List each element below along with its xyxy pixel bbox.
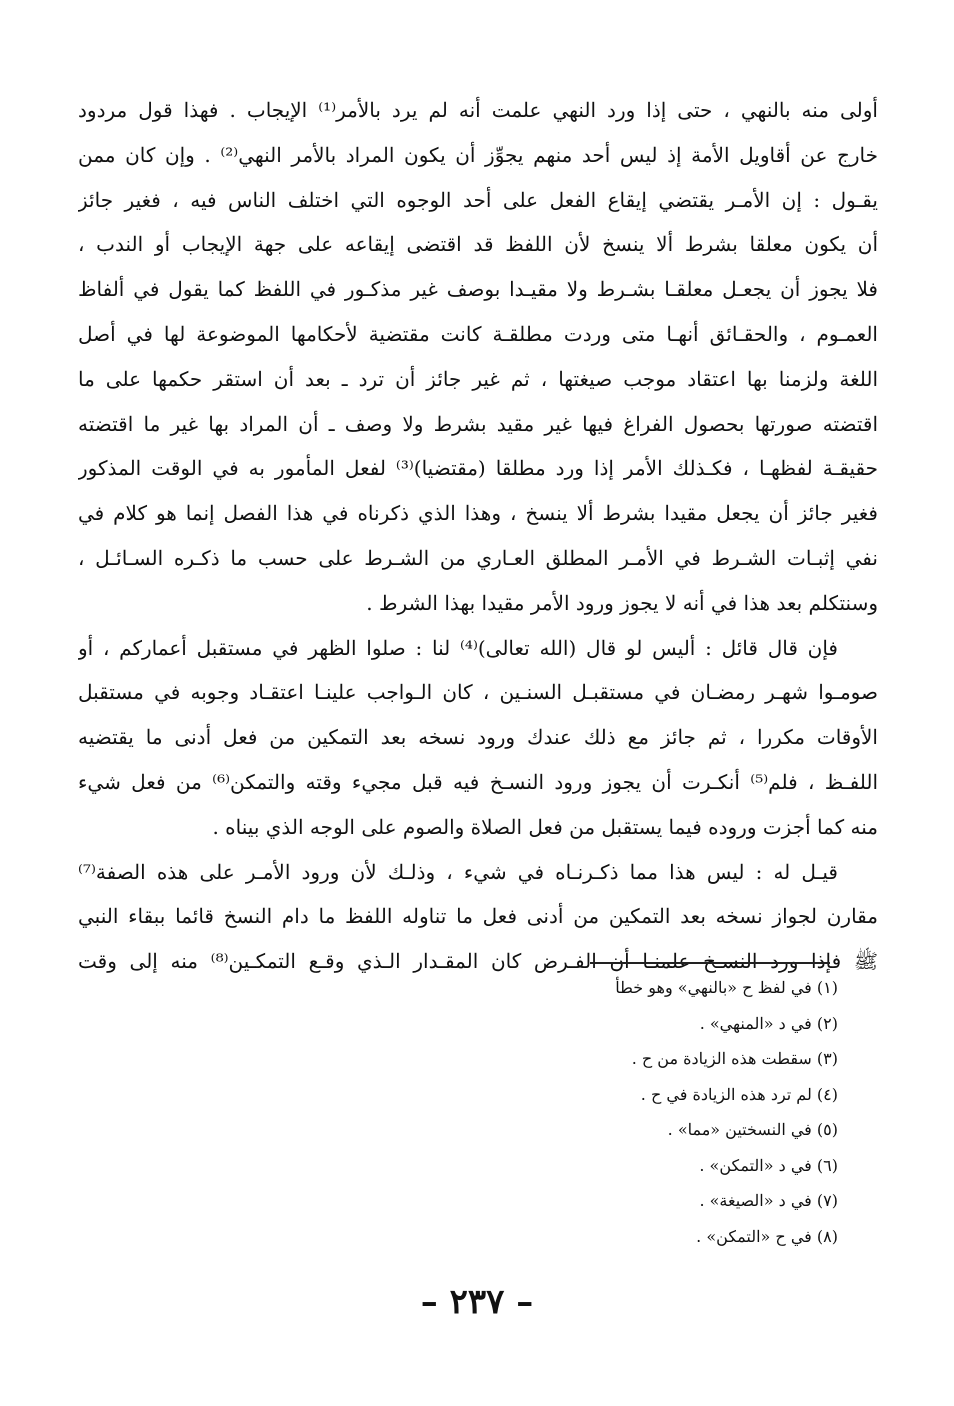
text-line: فإن قال قائل : أليس لو قال (الله تعالى)⁽⁴⁾ لنا : صلوا الظهر في مستقبل أعماركم ، أو bbox=[78, 635, 838, 660]
main-text bbox=[78, 88, 878, 984]
text-line: فلا يجوز أن يجعـل معلقـا بشـرط ولا مقيـدا بوصف غير مذكـور في اللفظ كما يقول في ألفاظ bbox=[78, 277, 878, 302]
footnote: (٦) في د «التمكن» . bbox=[699, 1155, 838, 1175]
footnote: (٤) لم ترد هذه الزيادة في ح . bbox=[640, 1084, 838, 1104]
footnote: (١) في لفظ ح «بالنهي» وهو خطأ bbox=[615, 978, 838, 997]
text-line: فغير جائز أن يجعل مقيدا بشرط ألا ينسخ ، وهذا الذي ذكرناه في هذا الفصل إنما هو كلام في bbox=[78, 501, 878, 526]
text-line: مقارن لجواز نسخه بعد التمكين من أدنى فعل ما تناوله اللفظ ما دام النسخ قائما ببقاء النبي bbox=[78, 904, 878, 929]
footnote: (٢) في د «المنهي» . bbox=[699, 1013, 838, 1033]
text-line: نفي إثبـات الشـرط في الأمـر المطلق العـاري من الشـرط على حسب ما ذكـره السـائـل ، bbox=[78, 545, 878, 570]
footnote: (٧) في د «الصيغة» . bbox=[699, 1191, 838, 1210]
text-line: يقـول : إن الأمـر يقتضي إيقاع الفعل على أحد الوجوه التي اختلف الناس فيه ، فغير جائز bbox=[78, 187, 878, 212]
footnote: (٨) في ح «التمكن» . bbox=[696, 1226, 838, 1246]
text-line: حقيقـة لفظهـا ، فكـذلك الأمر إذا ورد مطلقا (مقتضيا)⁽³⁾ لفعل المأمور به في الوقت المذكور bbox=[78, 456, 878, 481]
text-line: اقتضته صورتها بحصول الفراغ فيها غير مقيد بشرط ولا وصف ـ أن المراد بها غير ما اقتضته bbox=[78, 411, 878, 436]
footnote: (٣) سقطت هذه الزيادة من ح . bbox=[631, 1049, 838, 1068]
text-line: الأوقات مكررا ، ثم جائز مع ذلك عندك ورود نسخه بعد التمكين من فعل أدنى ما يقتضيه bbox=[78, 725, 878, 750]
footnote: (٥) في النسختين «مما» . bbox=[667, 1120, 838, 1139]
text-line: العمـوم ، والحقـائق أنهـا متى وردت مطلقـة كانت مقتضية لأحكامها الموضوعة لها في أصل bbox=[78, 321, 878, 346]
text-line: ﷺ فإذا ورد النسـخ علمنـا أن الفـرض كان المقـدار الـذي وقـع التمكـين⁽⁸⁾ منه إلى وقت bbox=[78, 949, 878, 974]
text-line: اللفـظ ، فلم⁽⁵⁾ أنكـرت أن يجوز ورود النسـخ فيه قبل مجيء وقته والتمكن⁽⁶⁾ من فعل شيء bbox=[78, 769, 878, 794]
text-line: قيـل له : ليس هذا مما ذكـرنـاه في شيء ، وذلـك لأن ورود الأمـر على هذه الصفة⁽⁷⁾ bbox=[78, 859, 838, 884]
page-number: – ٢٣٧ – bbox=[420, 1282, 534, 1322]
footnotes bbox=[518, 970, 838, 1254]
text-line: منه كما أجزت وروده فيما يستقبل من فعل الصلاة والصوم على الوجه الذي بيناه . bbox=[212, 814, 878, 839]
text-line: صومـوا شهـر رمضـان في مستقبـل السنـين ، كان الـواجب علينـا اعتقـاد وجوبه في مستقبل bbox=[78, 680, 878, 705]
text-line: وسنتكلم بعد هذا في أنه لا يجوز ورود الأمر مقيدا بهذا الشرط . bbox=[366, 590, 878, 615]
text-line: اللغة ولزمنا بها اعتقاد موجب صيغتها ، ثم غير جائز أن ترد ـ بعد أن استقر حكمها على ما bbox=[78, 366, 878, 391]
footnote-divider bbox=[590, 962, 830, 964]
text-line: أن يكون معلقا بشرط ألا ينسخ لأن اللفظ قد اقتضى إيقاعه على جهة الإيجاب أو الندب ، bbox=[78, 232, 878, 257]
text-line: أولى منه بالنهي ، حتى إذا ورد النهي علمت أنه لم يرد بالأمر⁽¹⁾ الإيجاب . فهذا قول مردود bbox=[78, 98, 878, 122]
text-line: خارج عن أقاويل الأمة إذ ليس أحد منهم يجوِّز أن يكون المراد بالأمر النهي⁽²⁾ . وإن كان ممن bbox=[78, 142, 878, 167]
